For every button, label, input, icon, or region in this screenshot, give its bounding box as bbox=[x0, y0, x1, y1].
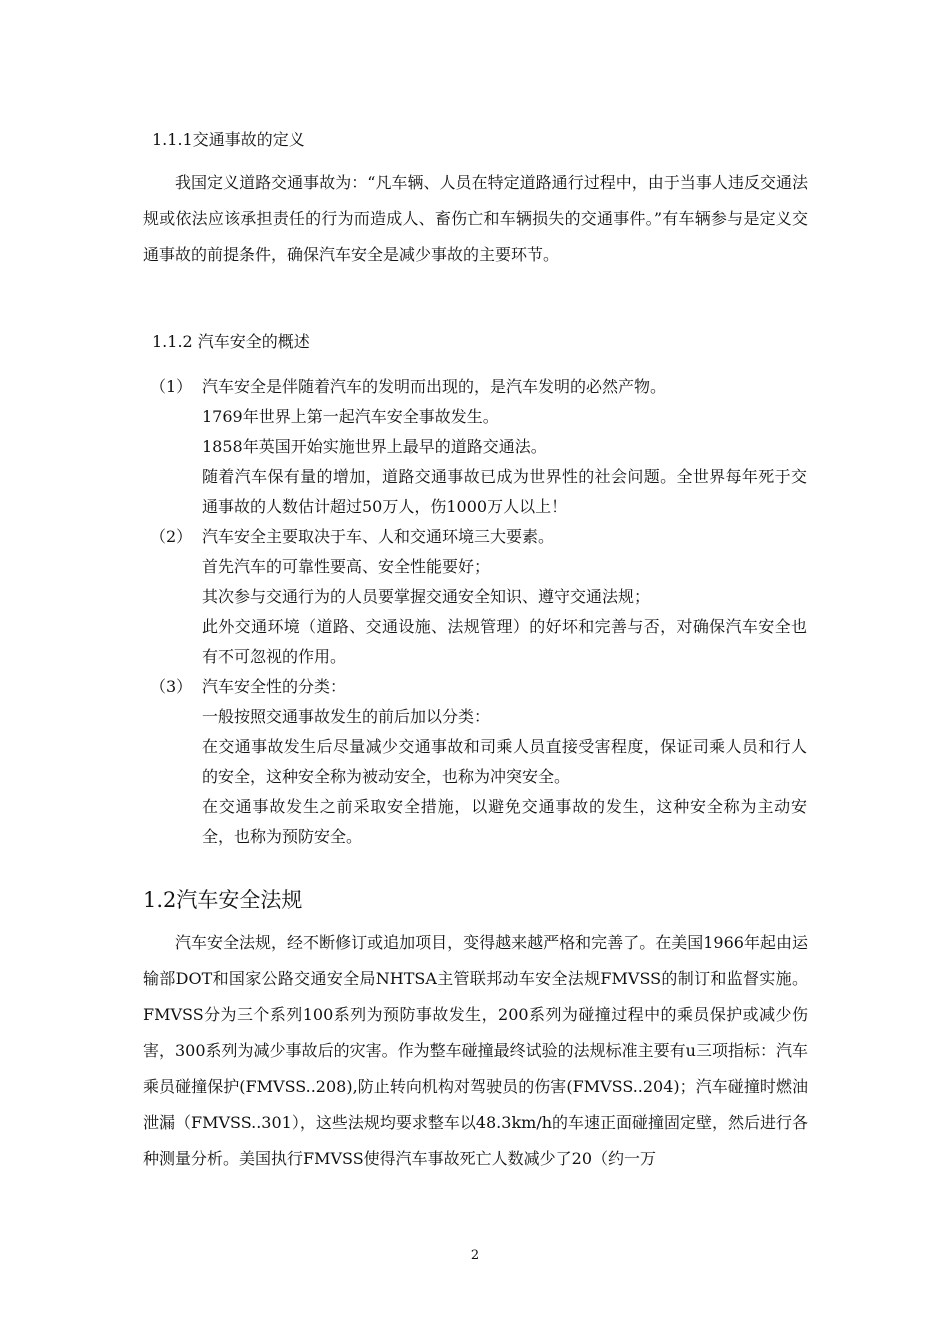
list-item-title: 汽车安全主要取决于车、人和交通环境三大要素。 bbox=[202, 527, 555, 546]
list-item-title: 汽车安全性的分类： bbox=[202, 677, 347, 696]
list-item-line: 1858年英国开始实施世界上最早的道路交通法。 bbox=[202, 437, 547, 456]
list-item-line: 随着汽车保有量的增加，道路交通事故已成为世界性的社会问题。全世界每年死于交通事故的人数估计超过50万人，伤1000万人以上！ bbox=[202, 467, 807, 516]
list-item-line: 1769年世界上第一起汽车安全事故发生。 bbox=[202, 407, 499, 426]
paragraph-safety-regulations: 汽车安全法规，经不断修订或追加项目，变得越来越严格和完善了。在美国1966年起由运输部DOT和国家公路交通安全局NHTSA主管联邦动车安全法规FMVSS的制订和监督实施。FMVSS分为三个系列100系列为预防事故发生，200系列为碰撞过程中的乘员保护或减少伤害，300系列为减少事故后的灾害。作为整车碰撞最终试验的法规标准主要有u三项指标：汽车乘员碰撞保护(FMVSS..208),防止转向机构对驾驶员的伤害(FMVSS..204)；汽车碰撞时燃油泄漏（FMVSS..301），这些法规均要求整车以48.3km/h的车速正面碰撞固定壁，然后进行各种测量分析。美国执行FMVSS使得汽车事故死亡人数减少了20（约一万 bbox=[143, 933, 809, 1168]
section-heading-1-2: 1.2汽车安全法规 bbox=[143, 888, 303, 912]
list-item bbox=[150, 372, 820, 522]
page-number: 2 bbox=[470, 1248, 480, 1263]
list-item bbox=[150, 672, 820, 852]
paragraph-accident-definition: 我国定义道路交通事故为：“凡车辆、人员在特定道路通行过程中，由于当事人违反交通法规或依法应该承担责任的行为而造成人、畜伤亡和车辆损失的交通事件。”有车辆参与是定义交通事故的前提条件，确保汽车安全是减少事故的主要环节。 bbox=[143, 173, 808, 264]
section-heading-1-1-2: 1.1.2 汽车安全的概述 bbox=[152, 332, 310, 351]
list-item-number: （2） bbox=[150, 527, 193, 546]
list-item-line: 其次参与交通行为的人员要掌握交通安全知识、遵守交通法规； bbox=[202, 587, 651, 606]
list-item-title: 汽车安全是伴随着汽车的发明而出现的，是汽车发明的必然产物。 bbox=[202, 377, 667, 396]
list-item-line: 在交通事故发生后尽量减少交通事故和司乘人员直接受害程度，保证司乘人员和行人的安全，这种安全称为被动安全，也称为冲突安全。 bbox=[202, 737, 807, 786]
list-item-line: 在交通事故发生之前采取安全措施，以避免交通事故的发生，这种安全称为主动安全，也称为预防安全。 bbox=[202, 797, 807, 846]
overview-list bbox=[150, 372, 820, 852]
section-heading-1-1-1: 1.1.1交通事故的定义 bbox=[152, 130, 305, 149]
list-item-line: 一般按照交通事故发生的前后加以分类： bbox=[202, 707, 491, 726]
list-item-line: 首先汽车的可靠性要高、安全性能要好； bbox=[202, 557, 491, 576]
list-item-number: （1） bbox=[150, 377, 193, 396]
list-item bbox=[150, 522, 820, 672]
list-item-line: 此外交通环境（道路、交通设施、法规管理）的好坏和完善与否，对确保汽车安全也有不可忽视的作用。 bbox=[202, 617, 807, 666]
list-item-number: （3） bbox=[150, 677, 193, 696]
